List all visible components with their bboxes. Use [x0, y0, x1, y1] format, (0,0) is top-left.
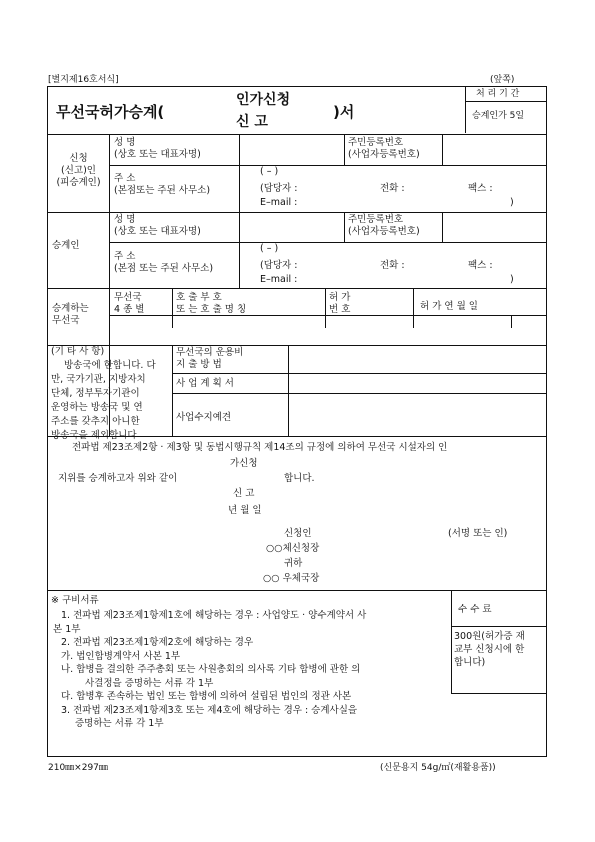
cost-method-label: 무선국의 운용비 지 출 방 법 — [176, 347, 244, 370]
successor-email-label: E–mail : — [260, 274, 298, 285]
required-documents-title: ※ 구비서류 — [51, 595, 99, 606]
business-plan-label: 사 업 계 획 서 — [176, 378, 234, 389]
successor-reg-number-label: 주민등록번호 (사업자등록번호) — [348, 214, 420, 237]
applicant-phone-area: ( – ) — [260, 166, 279, 177]
paper-dimensions: 210㎜×297㎜ — [48, 763, 108, 773]
station-type-label: 무선국 4 종 별 — [114, 292, 145, 315]
successor-address-label: 주 소 (본점 또는 주된 사무소) — [114, 251, 214, 274]
application-form — [47, 86, 547, 757]
successor-name-label: 성 명 (상호 또는 대표자명) — [114, 214, 201, 237]
applicant-phone-label: 전화 : — [380, 183, 405, 194]
applicant-close-paren: ) — [510, 197, 514, 208]
callsign-label: 호 출 부 호 또 는 호 출 명 칭 — [176, 292, 247, 315]
statement-date: 년 월 일 — [228, 505, 262, 516]
other-items-label: (기 타 사 항) — [51, 346, 105, 357]
statement-line2: 지위를 승계하고자 위와 같이 — [58, 473, 178, 484]
applicant-address-label: 주 소 (본점또는 주된 사무소) — [114, 173, 211, 196]
statement-honorific: 귀하 — [284, 558, 303, 569]
permit-date-label: 허 가 연 월 일 — [420, 301, 478, 312]
statement-addressee-2: ○○ 우체국장 — [263, 573, 320, 584]
required-documents-list: 1. 전파법 제23조제1항제1호에 해당하는 경우 : 사업양도 · 양수계약서 사 본 1부 2. 전파법 제23조제1항제2호에 해당하는 경우 가. 법인합병계약서 사본 1부 나. 합병을 결의한 주주총회 또는 사원총회의 의사록 기타 합병에 관한 의 사결정을 증명하는 서류 각 1부 다. 합병후 존속하는 법인 또는 합병에 의하여 설립된 법인의 정관 사본 3. 전파법 제23조제1항제3호 또는 제4호에 해당하는 경우 : 승계사실을 증명하는 서류 각 1부 — [53, 610, 367, 729]
other-items-note: 방송국에 한합니다. 다 만, 국가기관, 지방자치 단체, 정부투자기관이 운영하는 방송국 및 연 주소를 갖추지 아니한 방송국을 제외합니다 — [51, 360, 156, 441]
fee-value: 300원(허가증 재 교부 신청시에 한 합니다) — [454, 631, 525, 668]
successor-section-label: 승계인 — [52, 240, 80, 251]
statement-option-application: 가신청 — [230, 458, 258, 469]
processing-period-label: 처 리 기 간 — [476, 89, 520, 99]
applicant-reg-number-label: 주민등록번호 (사업자등록번호) — [348, 137, 420, 160]
successor-phone-label: 전화 : — [380, 260, 405, 271]
successor-fax-label: 팩스 : — [468, 260, 493, 271]
applicant-section-label: 신청 (신고)인 (피승계인) — [56, 153, 101, 188]
page-side-label: (앞쪽) — [490, 75, 515, 85]
form-title: 무선국허가승계( — [56, 103, 165, 121]
paper-spec: (신문용지 54g/㎡(재활용품)) — [380, 763, 496, 773]
successor-phone-area: ( – ) — [260, 243, 279, 254]
successor-contact-label: (담당자 : — [260, 260, 298, 271]
applicant-fax-label: 팩스 : — [468, 183, 493, 194]
permit-number-label: 허 가 번 호 — [329, 292, 351, 315]
station-section-label: 승계하는 무선국 — [52, 303, 89, 326]
statement-applicant-label: 신청인 — [284, 528, 312, 539]
statement-addressee-1: ○○체신청장 — [266, 543, 320, 554]
statement-signature-label: (서명 또는 인) — [448, 528, 508, 539]
title-option-application: 인가신청 — [236, 92, 291, 108]
processing-period-value: 승계인가 5일 — [472, 111, 525, 121]
statement-line1: 전파법 제23조제2항 · 제3항 및 동법시행규칙 제14조의 규정에 의하여 무선국 시설자의 인 — [72, 442, 448, 453]
statement-line2-end: 합니다. — [284, 473, 315, 484]
form-title-suffix: )서 — [333, 103, 355, 121]
applicant-contact-label: (담당자 : — [260, 183, 298, 194]
statement-option-report: 신 고 — [233, 488, 255, 499]
applicant-name-label: 성 명 (상호 또는 대표자명) — [114, 137, 201, 160]
form-type-label: [별지제16호서식] — [48, 75, 119, 85]
successor-close-paren: ) — [510, 274, 514, 285]
applicant-email-label: E–mail : — [260, 197, 298, 208]
title-option-report: 신 고 — [236, 114, 268, 130]
fee-label: 수 수 료 — [458, 604, 492, 615]
budget-forecast-label: 사업수지예견 — [176, 412, 232, 423]
